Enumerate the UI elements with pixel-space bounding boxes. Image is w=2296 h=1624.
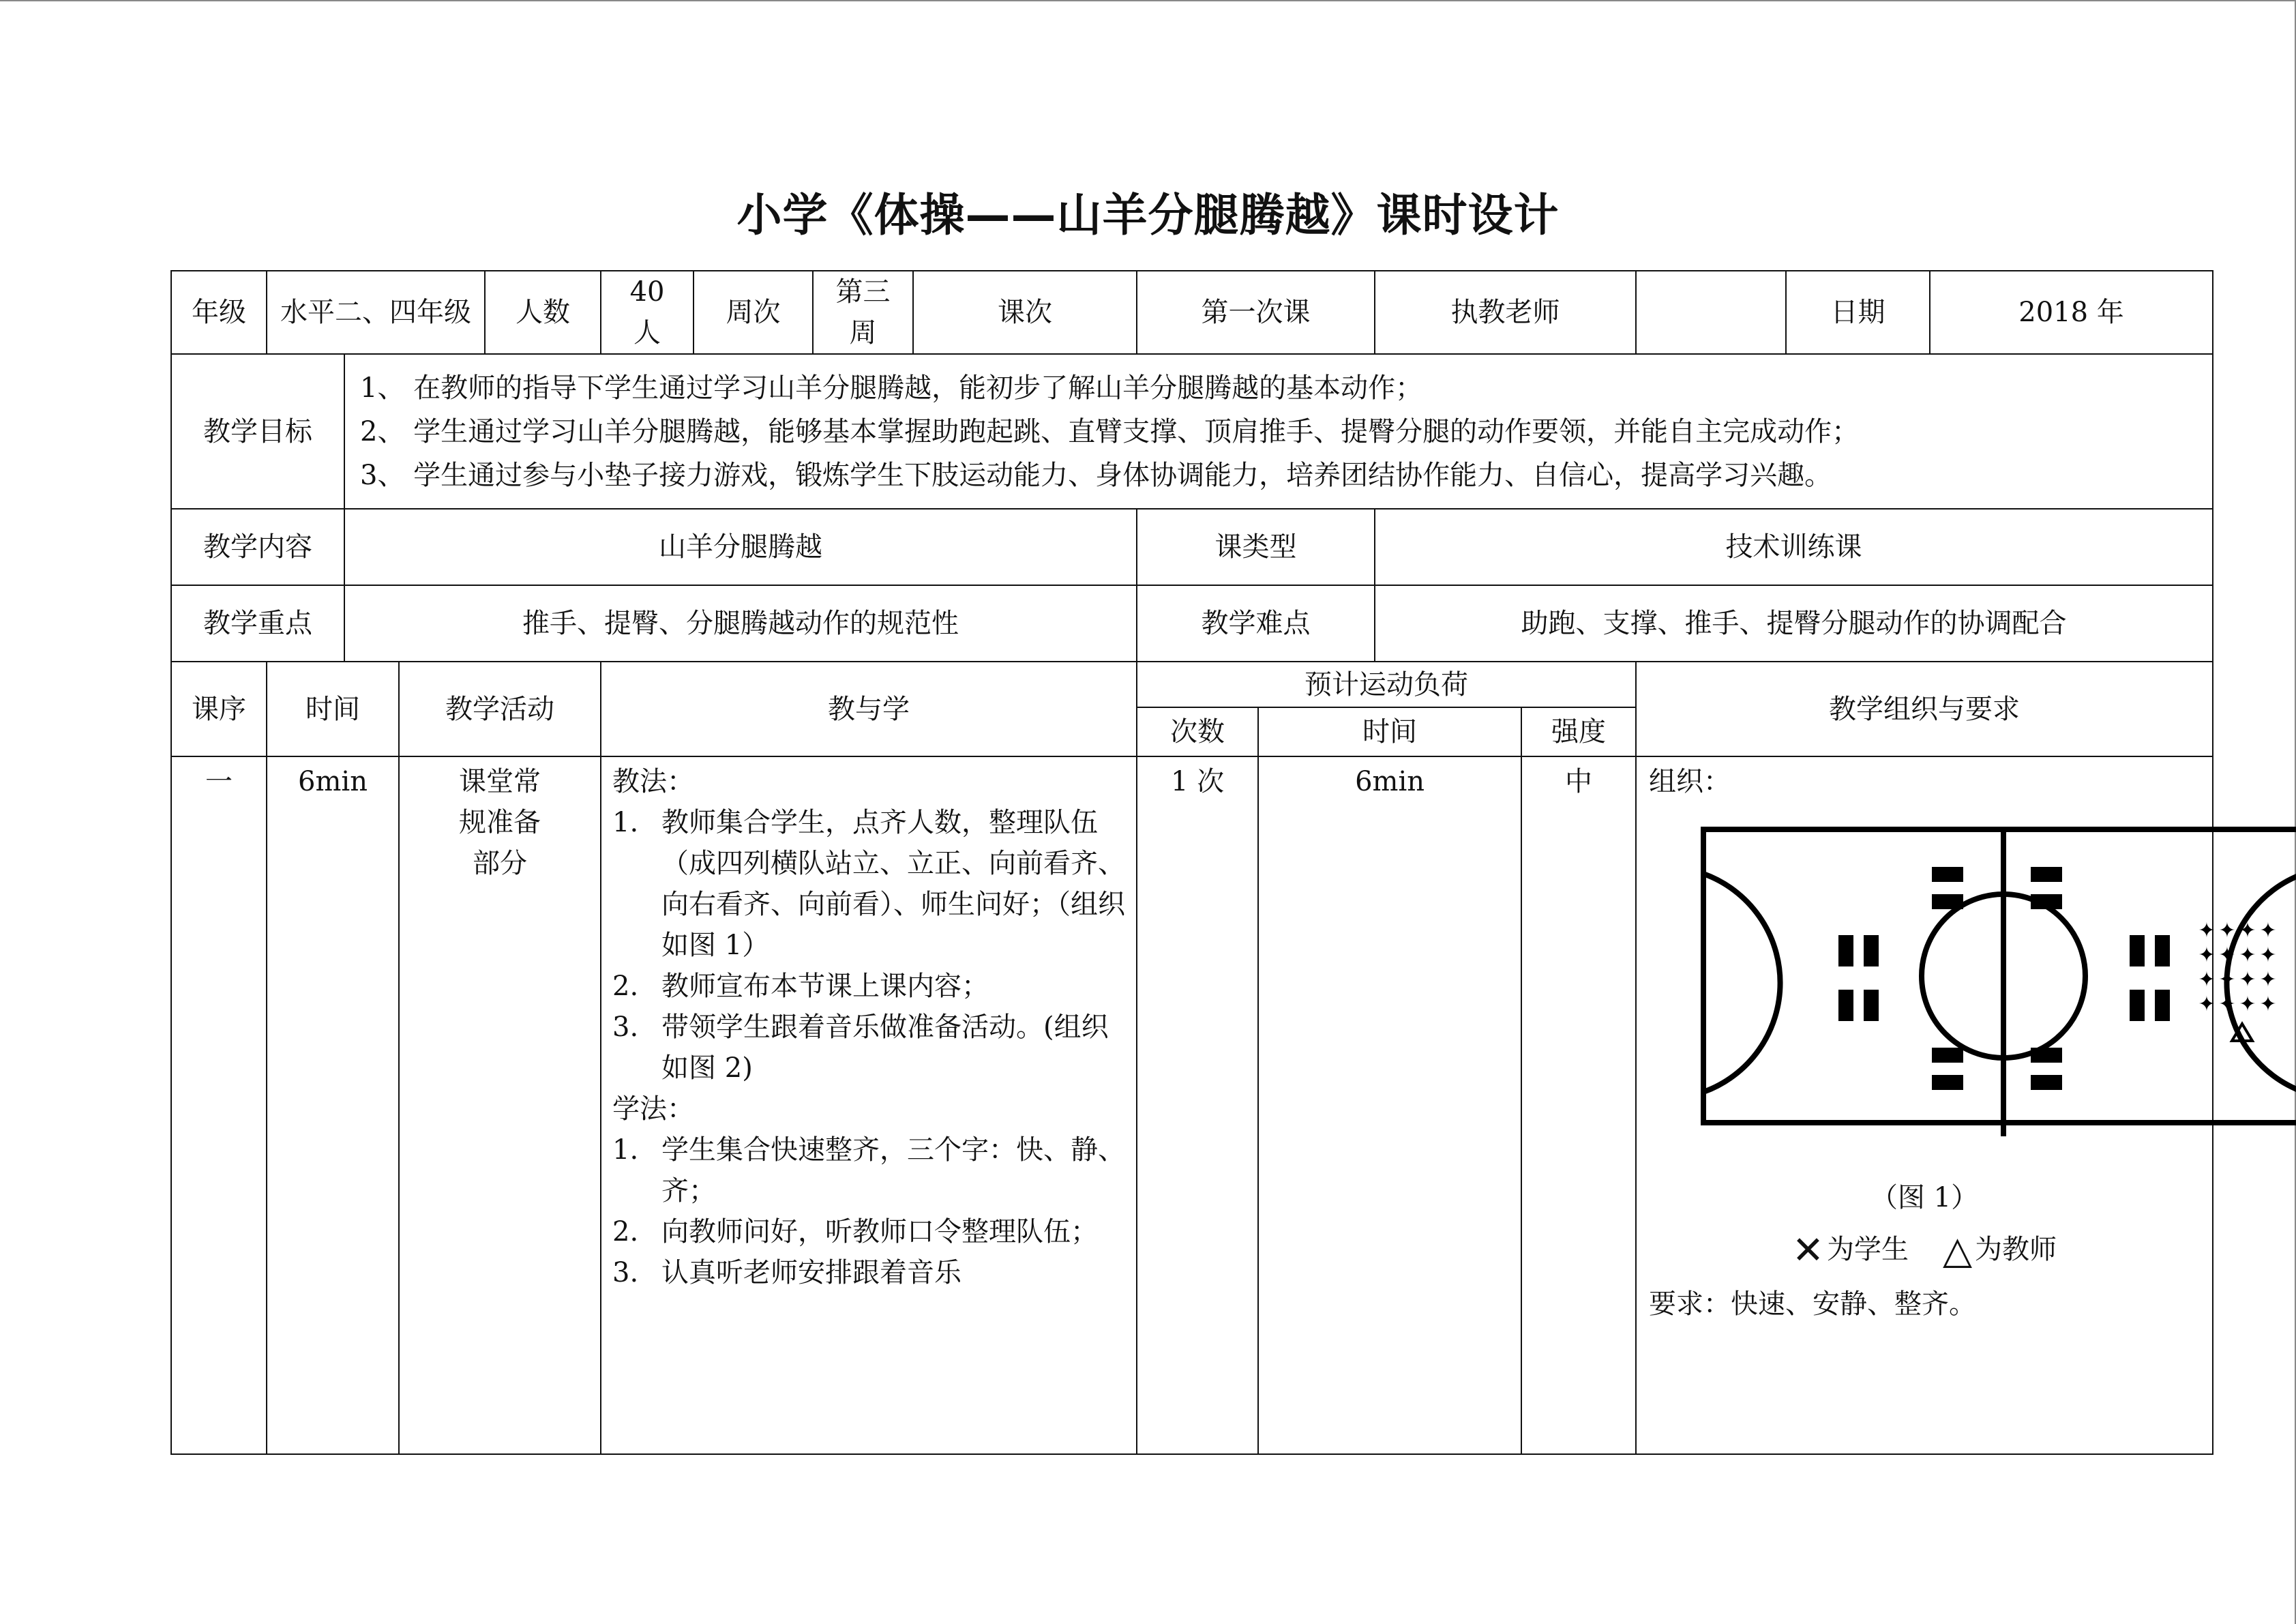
teacher-label: 执教老师 xyxy=(1375,271,1636,354)
order-header: 课序 xyxy=(171,662,267,756)
key-point-value: 推手、提臀、分腿腾越动作的规范性 xyxy=(344,585,1137,662)
mat-marker xyxy=(2130,990,2145,1021)
mat-marker xyxy=(1838,935,1853,966)
load-time-cell: 6min xyxy=(1258,756,1521,1454)
student-marker: ✦ xyxy=(2198,919,2216,943)
focus-row xyxy=(171,585,2213,662)
court-diagram xyxy=(1690,816,2296,1157)
student-marker: ✦ xyxy=(2259,992,2277,1016)
teach-learn-header: 教与学 xyxy=(601,662,1137,756)
date-value: 2018 年 xyxy=(1930,271,2213,354)
count-label: 人数 xyxy=(485,271,601,354)
lesson-row xyxy=(171,756,2213,1454)
header-row xyxy=(171,662,2213,707)
week-label: 周次 xyxy=(694,271,813,354)
learn-steps xyxy=(612,1130,1125,1293)
goal-item: 2、 学生通过学习山羊分腿腾越，能够基本掌握助跑起跳、直臂支撑、顶肩推手、提臀分腿的动作要领，并能自主完成动作； xyxy=(360,415,1860,447)
mat-marker xyxy=(1932,894,1963,909)
org-header: 教学组织与要求 xyxy=(1636,662,2213,756)
mat-marker xyxy=(2031,867,2062,882)
student-marker: ✦ xyxy=(2218,943,2236,967)
mat-marker xyxy=(1932,1048,1963,1063)
grade-value: 水平二、四年级 xyxy=(267,271,485,354)
student-marker: ✦ xyxy=(2259,943,2277,967)
learn-title: 学法： xyxy=(612,1093,695,1125)
legend-teacher-label: 为教师 xyxy=(1975,1234,2057,1265)
requirement-text: 要求：快速、安静、整齐。 xyxy=(1649,1288,1977,1320)
mat-marker xyxy=(2155,935,2170,966)
key-point-label: 教学重点 xyxy=(171,585,344,662)
student-marker: ✦ xyxy=(2239,992,2256,1016)
count-value: 40 人 xyxy=(601,271,694,354)
activity-header: 教学活动 xyxy=(399,662,601,756)
legend-student-label: 为学生 xyxy=(1826,1234,1909,1265)
teach-steps xyxy=(612,802,1125,1089)
load-time-header: 时间 xyxy=(1258,707,1521,756)
mat-marker xyxy=(2130,935,2145,966)
figure-caption: （图 1） xyxy=(1870,1182,1979,1213)
mat-marker xyxy=(1932,1075,1963,1090)
teach-learn-cell xyxy=(601,756,1137,1454)
list-item: 2. 教师宣布本节课上课内容； xyxy=(612,971,989,1002)
goal-item: 3、 学生通过参与小垫子接力游戏，锻炼学生下肢运动能力、身体协调能力，培养团结协作能力、自信心，提高学习兴趣。 xyxy=(360,459,1832,491)
difficulty-value: 助跑、支撑、推手、提臀分腿动作的协调配合 xyxy=(1375,585,2213,662)
load-intensity-header: 强度 xyxy=(1521,707,1636,756)
date-label: 日期 xyxy=(1786,271,1930,354)
goals-label: 教学目标 xyxy=(171,354,344,509)
teacher-value xyxy=(1636,271,1786,354)
lesson-value: 第一次课 xyxy=(1137,271,1375,354)
content-label: 教学内容 xyxy=(171,509,344,585)
mat-marker xyxy=(2031,1048,2062,1063)
mat-marker xyxy=(2031,894,2062,909)
list-item: 1. 教师集合学生，点齐人数，整理队伍（成四列横队站立、立正、向前看齐、向右看齐、向前看）、师生问好；（组织如图 1） xyxy=(612,807,1126,961)
time-header: 时间 xyxy=(267,662,399,756)
load-count-cell: 1 次 xyxy=(1137,756,1258,1454)
activity-cell: 课堂常规准备部分 xyxy=(399,756,601,1454)
goals-row xyxy=(171,354,2213,509)
time-cell: 6min xyxy=(267,756,399,1454)
load-header: 预计运动负荷 xyxy=(1137,662,1636,707)
student-marker: ✦ xyxy=(2198,992,2216,1016)
student-marker: ✦ xyxy=(2239,968,2256,992)
list-item: 1. 学生集合快速整齐，三个字：快、静、齐； xyxy=(612,1134,1126,1207)
organization-cell xyxy=(1636,756,2277,1454)
content-row xyxy=(171,509,2213,585)
load-intensity-cell: 中 xyxy=(1521,756,1636,1454)
grade-label: 年级 xyxy=(171,271,267,354)
student-marker: ✦ xyxy=(2239,919,2256,943)
student-marker: ✦ xyxy=(2218,919,2236,943)
student-marker: ✦ xyxy=(2198,943,2216,967)
student-marker: ✦ xyxy=(2198,968,2216,992)
legend-teacher xyxy=(1942,1228,2057,1273)
mat-marker xyxy=(1864,990,1879,1021)
left-arc xyxy=(1703,874,1780,1092)
goal-item: 1、 在教师的指导下学生通过学习山羊分腿腾越，能初步了解山羊分腿腾越的基本动作； xyxy=(360,372,1423,404)
mat-marker xyxy=(1864,935,1879,966)
triangle-icon: △ xyxy=(1942,1228,1973,1273)
page-border-top xyxy=(0,0,2296,1)
student-marker: ✦ xyxy=(2259,919,2277,943)
course-type-value: 技术训练课 xyxy=(1375,509,2213,585)
content-value: 山羊分腿腾越 xyxy=(344,509,1137,585)
lesson-label: 课次 xyxy=(913,271,1137,354)
legend xyxy=(1649,1228,2200,1273)
student-marker: ✦ xyxy=(2259,968,2277,992)
org-title: 组织： xyxy=(1649,766,1731,797)
mat-marker xyxy=(1838,990,1853,1021)
info-row xyxy=(171,271,2213,354)
difficulty-label: 教学难点 xyxy=(1137,585,1375,662)
load-count-header: 次数 xyxy=(1137,707,1258,756)
student-marker: ✦ xyxy=(2218,968,2236,992)
course-type-label: 课类型 xyxy=(1137,509,1375,585)
list-item: 3. 认真听老师安排跟着音乐 xyxy=(612,1257,962,1288)
legend-student xyxy=(1792,1228,1909,1273)
mat-marker xyxy=(2155,990,2170,1021)
mat-marker xyxy=(2031,1075,2062,1090)
page-title: 小学《体操——山羊分腿腾越》课时设计 xyxy=(736,189,1560,241)
teach-title: 教法： xyxy=(612,766,695,797)
student-marker: ✦ xyxy=(2239,943,2256,967)
list-item: 2. 向教师问好，听教师口令整理队伍； xyxy=(612,1216,1099,1247)
list-item: 3. 带领学生跟着音乐做准备活动。(组织如图 2) xyxy=(612,1012,1109,1084)
week-value: 第三周 xyxy=(813,271,913,354)
student-marker: ✦ xyxy=(2218,992,2236,1016)
court-figure xyxy=(1690,816,2296,1157)
cross-icon: ✕ xyxy=(1792,1228,1824,1273)
goals-list xyxy=(344,354,2213,509)
order-cell: 一 xyxy=(171,756,267,1454)
lesson-plan-table xyxy=(170,270,2277,1455)
mat-marker xyxy=(1932,867,1963,882)
